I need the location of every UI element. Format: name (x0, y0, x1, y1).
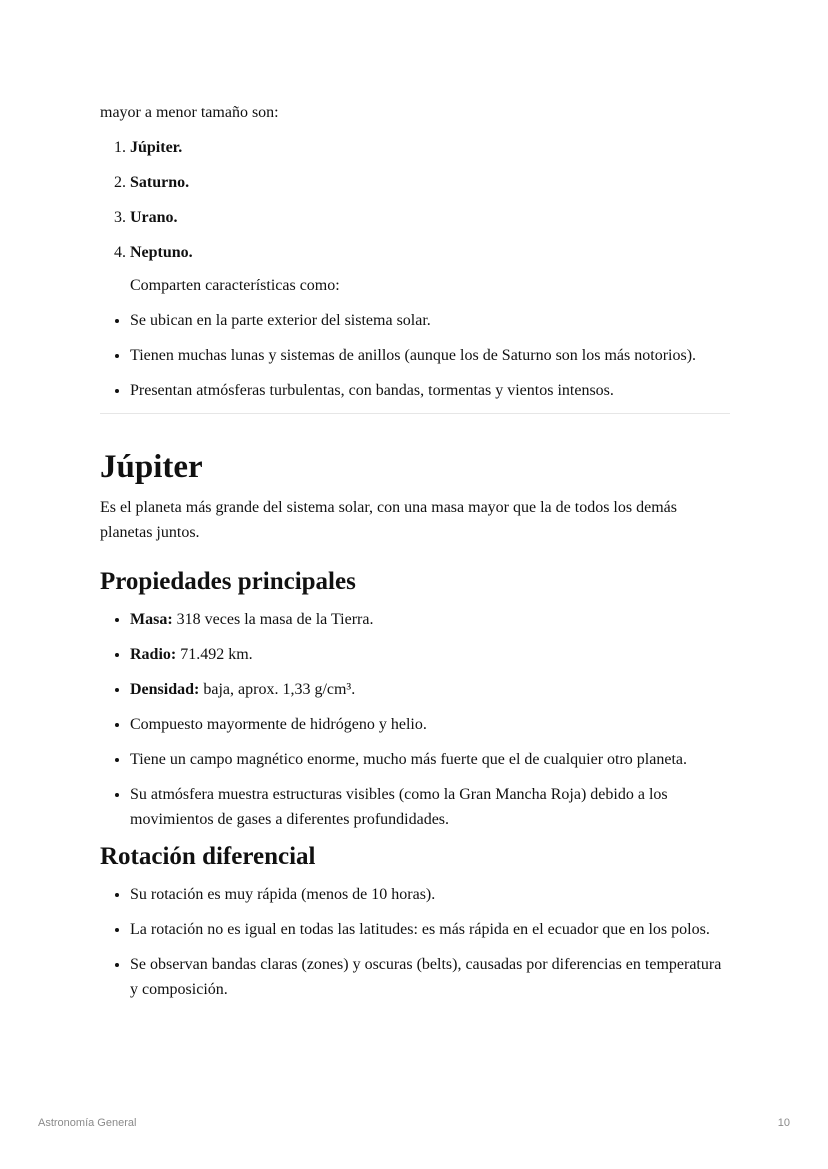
list-item (130, 240, 730, 265)
section-divider (100, 413, 730, 414)
section-title: Júpiter (100, 449, 203, 485)
shared-traits-list (100, 308, 730, 403)
list-item (130, 205, 730, 230)
document-body (100, 100, 730, 1012)
list-item (130, 642, 730, 667)
list-item (130, 607, 730, 632)
property-label: Densidad: (130, 681, 200, 698)
intro-paragraph: mayor a menor tamaño son: (100, 104, 279, 121)
shared-intro: Comparten características como: (130, 277, 340, 294)
property-label: Masa: (130, 611, 173, 628)
property-value: Compuesto mayormente de hidrógeno y helio. (130, 716, 427, 733)
planet-size-list (100, 135, 730, 265)
planet-name: Neptuno. (130, 244, 193, 261)
planet-name: Urano. (130, 209, 178, 226)
list-item (130, 135, 730, 160)
subsection-title-properties: Propiedades principales (100, 568, 356, 595)
property-value: 71.492 km. (176, 646, 253, 663)
list-item (130, 677, 730, 702)
list-item: • Tienen muchas lunas y sistemas de anillos (aunque los de Saturno son los más notorios). (130, 343, 730, 368)
list-item: • Su rotación es muy rápida (menos de 10 horas). (130, 882, 730, 907)
property-value: Su atmósfera muestra estructuras visibles (como la Gran Mancha Roja) debido a los movimientos de gases a diferentes profundidades. (130, 786, 668, 828)
list-item: • Se observan bandas claras (zones) y oscuras (belts), causadas por diferencias en temperatura y composición. (130, 952, 730, 1002)
property-value: baja, aprox. 1,33 g/cm³. (199, 681, 356, 698)
subsection-title-rotation: Rotación diferencial (100, 843, 316, 870)
footer-book-title: Astronomía General (38, 1117, 137, 1129)
planet-name: Saturno. (130, 174, 190, 191)
list-item (130, 170, 730, 195)
rotation-list (100, 882, 730, 1002)
list-item (130, 712, 730, 737)
property-label: Radio: (130, 646, 177, 663)
planet-name: Júpiter. (130, 139, 183, 156)
list-item: • Se ubican en la parte exterior del sistema solar. (130, 308, 730, 333)
property-value: 318 veces la masa de la Tierra. (172, 611, 374, 628)
footer-page-number: 10 (777, 1117, 790, 1129)
property-value: Tiene un campo magnético enorme, mucho más fuerte que el de cualquier otro planeta. (130, 751, 687, 768)
list-item: • Presentan atmósferas turbulentas, con bandas, tormentas y vientos intensos. (130, 378, 730, 403)
list-item (130, 747, 730, 772)
list-item (130, 782, 730, 832)
properties-list (100, 607, 730, 832)
section-description: Es el planeta más grande del sistema solar, con una masa mayor que la de todos los demás planetas juntos. (100, 499, 677, 541)
list-item: • La rotación no es igual en todas las latitudes: es más rápida en el ecuador que en los polos. (130, 917, 730, 942)
